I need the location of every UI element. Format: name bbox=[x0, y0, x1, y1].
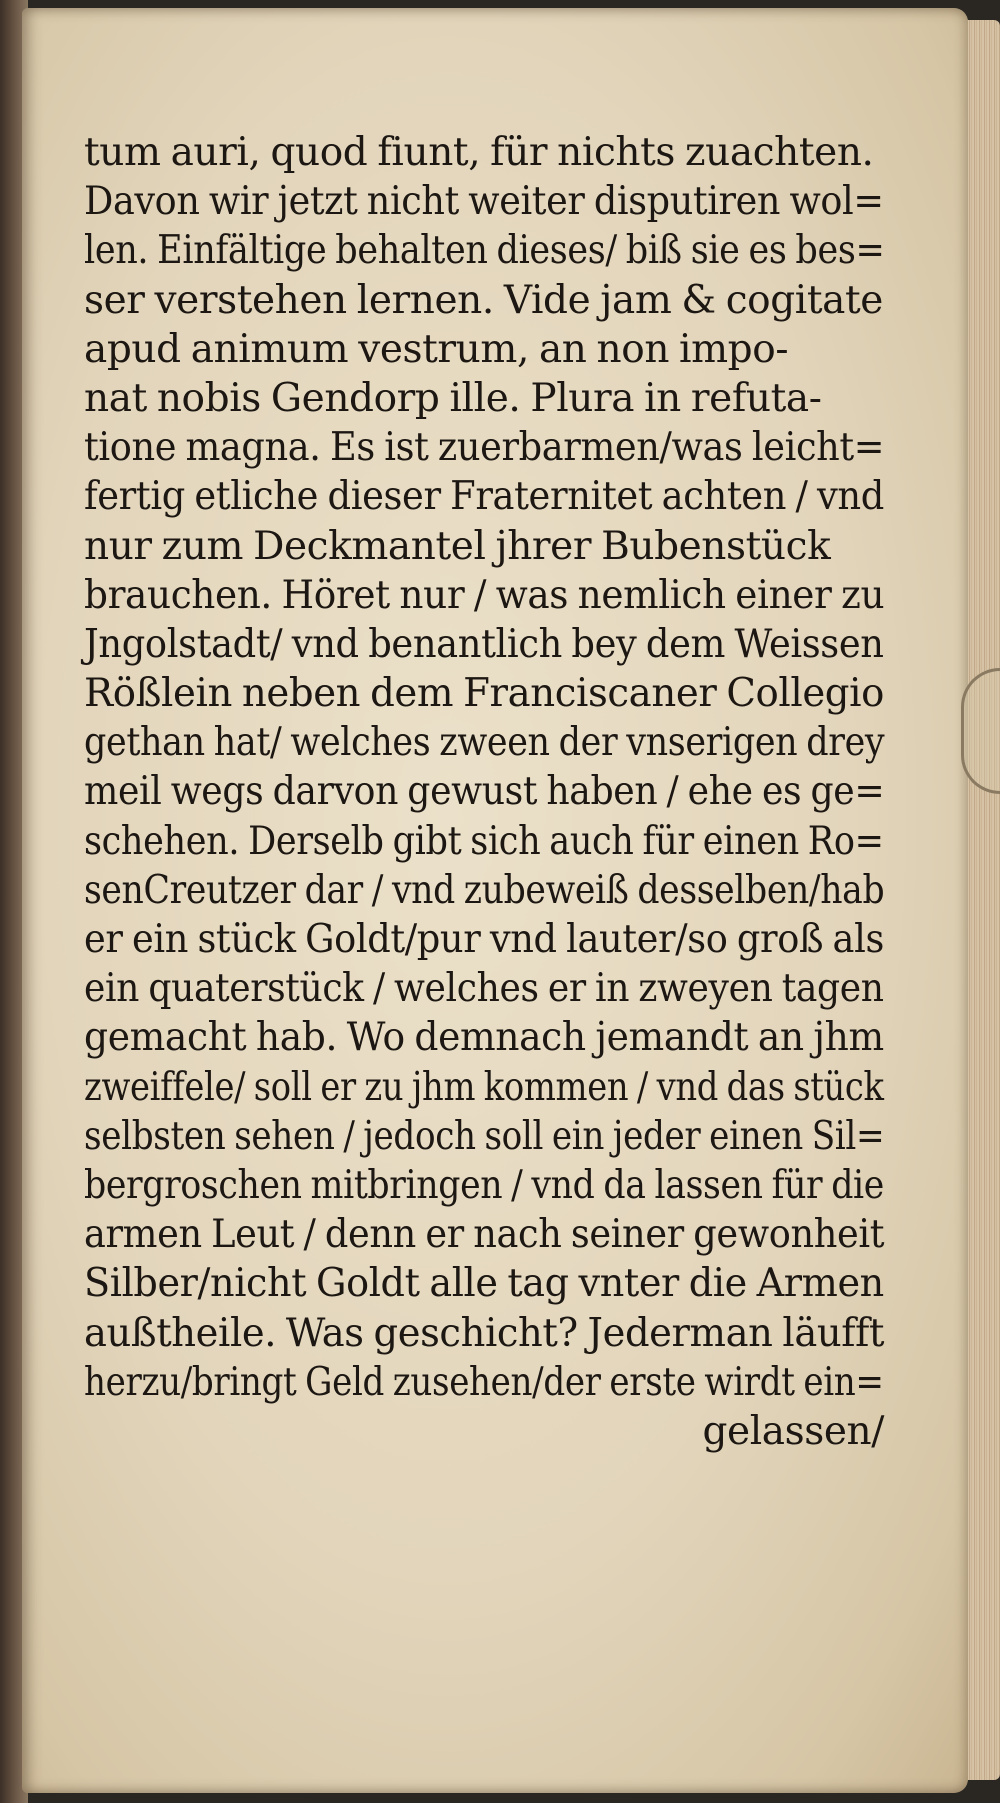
text-line: er ein stück Goldt/pur vnd lauter/so groß als bbox=[84, 917, 884, 962]
text-line: nur zum Deckmantel jhrer Bubenstück bbox=[84, 523, 831, 569]
text-line: armen Leut / denn er nach seiner gewonheit bbox=[84, 1212, 885, 1258]
text-line: fertig etliche dieser Fraternitet achten / vnd bbox=[84, 474, 884, 520]
text-line: tum auri, quod fiunt, für nichts zuachten. bbox=[84, 130, 874, 175]
text-line: schehen. Derselb gibt sich auch für einen Ro= bbox=[84, 818, 884, 864]
book-page bbox=[22, 8, 968, 1793]
clasp-ring bbox=[961, 668, 1000, 794]
text-line: selbsten sehen / jedoch soll ein jeder einen Sil= bbox=[84, 1113, 885, 1159]
text-line: ein quaterstück / welches er in zweyen tagen bbox=[84, 966, 884, 1012]
text-line: meil wegs darvon gewust haben / ehe es ge= bbox=[84, 769, 885, 815]
text-line: Silber/nicht Goldt alle tag vnter die Armen bbox=[84, 1261, 884, 1307]
text-line: Jngolstadt/ vnd benantlich bey dem Weissen bbox=[84, 621, 884, 667]
text-line: senCreutzer dar / vnd zubeweiß desselben/hab bbox=[84, 867, 885, 913]
text-line: gemacht hab. Wo demnach jemandt an jhm bbox=[84, 1015, 884, 1061]
text-line: len. Einfältige behalten dieses/ biß sie es bes= bbox=[84, 228, 885, 274]
text-line: zweiffele/ soll er zu jhm kommen / vnd das stück bbox=[84, 1064, 884, 1110]
catchword: gelassen/ bbox=[702, 1408, 884, 1454]
text-line: bergroschen mitbringen / vnd da lassen für die bbox=[84, 1162, 884, 1208]
text-line: außtheile. Was geschicht? Jederman läufft bbox=[84, 1310, 885, 1356]
text-line: gethan hat/ welches zween der vnserigen drey bbox=[84, 720, 885, 766]
text-line: tione magna. Es ist zuerbarmen/was leicht= bbox=[84, 425, 885, 471]
text-line: Davon wir jetzt nicht weiter disputiren wol= bbox=[84, 179, 884, 225]
text-line: nat nobis Gendorp ille. Plura in refuta- bbox=[84, 375, 822, 421]
text-line: brauchen. Höret nur / was nemlich einer zu bbox=[84, 572, 885, 618]
text-line: apud animum vestrum, an non impo- bbox=[84, 326, 789, 372]
text-line: ser verstehen lernen. Vide jam & cogitate bbox=[84, 277, 883, 323]
text-line: herzu/bringt Geld zusehen/der erste wirdt ein= bbox=[84, 1359, 884, 1405]
page-text bbox=[84, 128, 884, 1456]
text-line: Rößlein neben dem Franciscaner Collegio bbox=[84, 671, 885, 717]
